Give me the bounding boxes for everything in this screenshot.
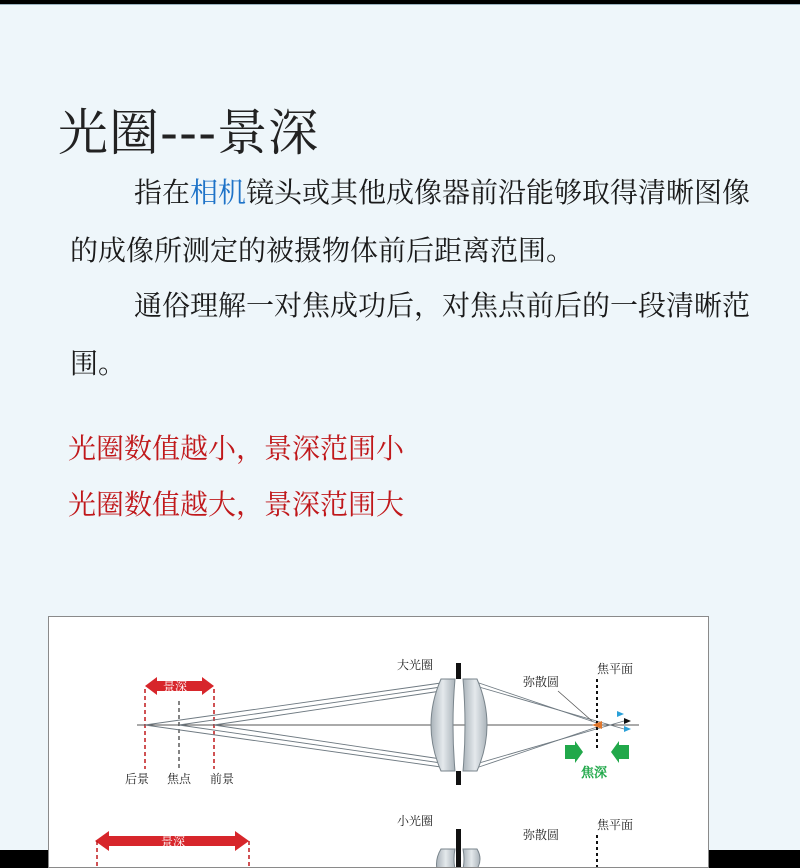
depth-of-field-diagram xyxy=(48,616,709,868)
ray-arrow-1 xyxy=(624,718,631,724)
definition-text-start: 指在 xyxy=(134,176,191,209)
slide xyxy=(0,4,800,850)
back-label: 后景 xyxy=(125,772,150,786)
coc-pointer-top xyxy=(558,691,592,721)
ray-arrow-2 xyxy=(624,726,631,732)
slide-title: 光圈---景深 xyxy=(58,104,320,162)
popular-explanation xyxy=(70,277,760,393)
definition-paragraph xyxy=(70,164,760,280)
focal-plane-label-bottom: 焦平面 xyxy=(597,818,634,832)
aperture-blade-bottom xyxy=(456,771,461,785)
depth-arrow-top xyxy=(145,677,214,695)
optics-diagram-svg xyxy=(49,617,708,867)
lens-front-top xyxy=(431,679,455,771)
camera-link[interactable]: 相机 xyxy=(190,176,247,209)
front-label: 前景 xyxy=(210,772,235,786)
focus-depth-arrow-right xyxy=(611,741,629,763)
popular-text: 通俗理解一对焦成功后，对焦点前后的一段清晰范围。 xyxy=(70,289,751,380)
definition-text-end: 镜头或其他成像器前沿能够取得清晰图像的成像所测定的被摄物体前后距离范围。 xyxy=(70,176,751,267)
focal-plane-label-top: 焦平面 xyxy=(597,662,634,676)
small-aperture-label: 小光圈 xyxy=(397,814,434,828)
lens-rear-top xyxy=(463,679,487,771)
depth-arrow-bottom xyxy=(95,831,249,851)
aperture-blade-top xyxy=(456,663,461,679)
coc-label-bottom: 弥散圆 xyxy=(523,828,560,842)
focus-depth-label: 焦深 xyxy=(581,766,608,781)
depth-label-bottom: 景深 xyxy=(161,835,186,849)
large-aperture-label: 大光圈 xyxy=(397,658,434,672)
depth-label-top: 景深 xyxy=(163,680,188,694)
focus-point-label: 焦点 xyxy=(167,772,192,786)
lens-front-bottom xyxy=(437,849,456,867)
lens-rear-bottom xyxy=(463,849,480,867)
rule-large-aperture: 光圈数值越大，景深范围大 xyxy=(68,488,405,521)
coc-label-top: 弥散圆 xyxy=(523,675,560,689)
ray-arrow-3 xyxy=(617,711,624,717)
rule-small-aperture: 光圈数值越小，景深范围小 xyxy=(68,432,405,465)
small-aperture-diagram xyxy=(95,813,633,867)
aperture-blade-small xyxy=(456,829,461,867)
focus-depth-arrow-left xyxy=(565,741,583,763)
large-aperture-diagram xyxy=(125,657,639,786)
